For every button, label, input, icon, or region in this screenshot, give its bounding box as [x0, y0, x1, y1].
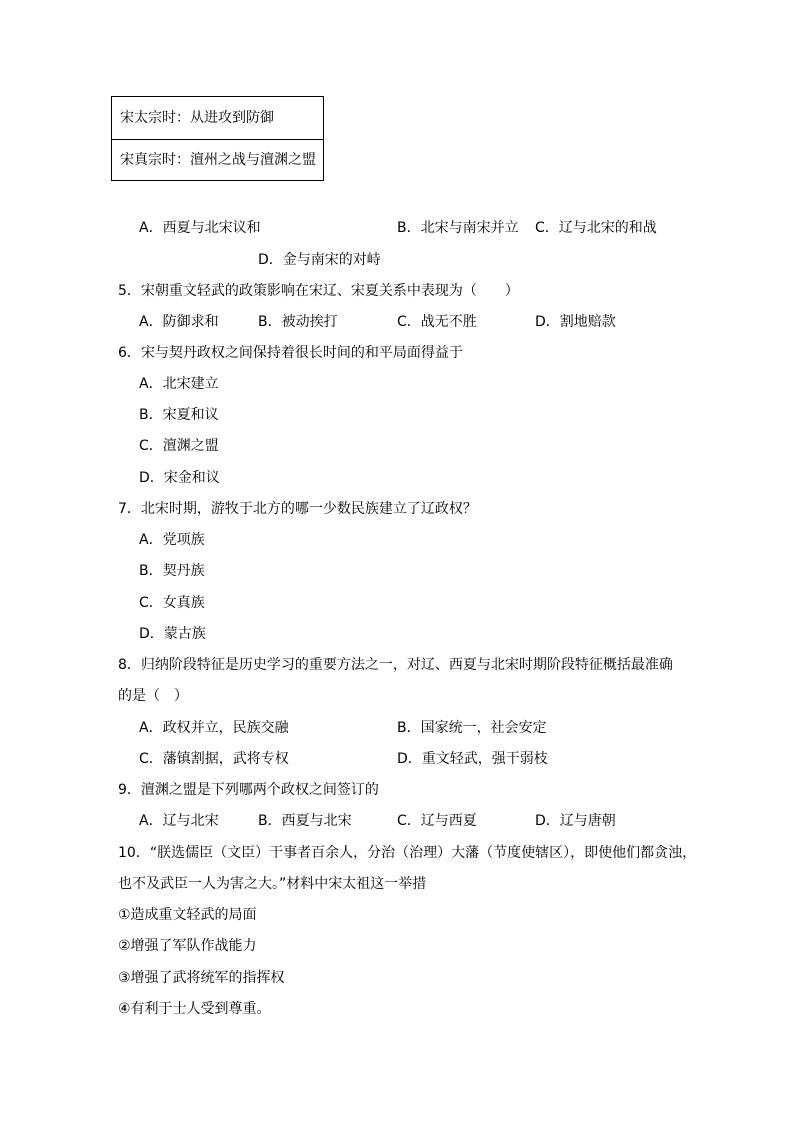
- q5-option-b: B．被动挨打: [258, 314, 338, 330]
- q5-option-a: A．防御求和: [139, 314, 219, 330]
- q10-item-1: ①造成重文轻武的局面: [118, 907, 257, 923]
- q9-option-b: B．西夏与北宋: [258, 813, 352, 829]
- q9-option-c: C．辽与西夏: [397, 813, 477, 829]
- q7-option-c: C．女真族: [139, 595, 205, 611]
- q10-item-2: ②增强了军队作战能力: [118, 938, 257, 954]
- q5-stem: 5．宋朝重文轻武的政策影响在宋辽、宋夏关系中表现为（ ）: [118, 283, 519, 299]
- table-row: [112, 139, 323, 181]
- q7-option-a: A．党项族: [139, 532, 205, 548]
- table-cell: 宋真宗时：澶州之战与澶渊之盟: [120, 152, 316, 168]
- q8-option-b: B．国家统一，社会安定: [397, 720, 547, 736]
- q7-option-d: D．蒙古族: [139, 626, 206, 642]
- q8-option-c: C．藩镇割据，武将专权: [139, 751, 289, 767]
- q6-option-d: D．宋金和议: [139, 470, 220, 486]
- q9-option-a: A．辽与北宋: [139, 813, 219, 829]
- q8-option-d: D．重文轻武，强干弱枝: [397, 751, 548, 767]
- info-table: [111, 96, 324, 181]
- q6-option-b: B．宋夏和议: [139, 407, 219, 423]
- q10-item-3: ③增强了武将统军的指挥权: [118, 970, 285, 986]
- q5-option-d: D．割地赔款: [535, 314, 616, 330]
- q10-item-4: ④有利于士人受到尊重。: [118, 1001, 271, 1017]
- q6-option-a: A．北宋建立: [139, 376, 219, 392]
- q9-option-d: D．辽与唐朝: [535, 813, 616, 829]
- q8-stem-line2: 的是（ ）: [118, 688, 188, 704]
- q5-option-c: C．战无不胜: [397, 314, 477, 330]
- q8-stem-line1: 8．归纳阶段特征是历史学习的重要方法之一，对辽、西夏与北宋时期阶段特征概括最准确: [118, 657, 673, 673]
- table-row: [112, 97, 323, 140]
- q10-stem-line1: 10．“朕选儒臣（文臣）干事者百余人，分治（治理）大藩（节度使辖区），即使他们都贪浊，: [118, 845, 697, 861]
- q7-stem: 7．北宋时期，游牧于北方的哪一少数民族建立了辽政权？: [118, 501, 477, 517]
- q6-stem: 6．宋与契丹政权之间保持着很长时间的和平局面得益于: [118, 345, 463, 361]
- q10-stem-line2: 也不及武臣一人为害之大。”材料中宋太祖这一举措: [118, 876, 427, 892]
- q4-option-d: D．金与南宋的对峙: [258, 252, 381, 268]
- q4-option-a: A．西夏与北宋议和: [139, 220, 261, 236]
- q4-option-c: C．辽与北宋的和战: [535, 220, 657, 236]
- q7-option-b: B．契丹族: [139, 563, 205, 579]
- q6-option-c: C．澶渊之盟: [139, 438, 219, 454]
- q9-stem: 9．澶渊之盟是下列哪两个政权之间签订的: [118, 782, 379, 798]
- q8-option-a: A．政权并立，民族交融: [139, 720, 289, 736]
- table-cell: 宋太宗时：从进攻到防御: [120, 110, 274, 126]
- q4-option-b: B．北宋与南宋并立: [397, 220, 519, 236]
